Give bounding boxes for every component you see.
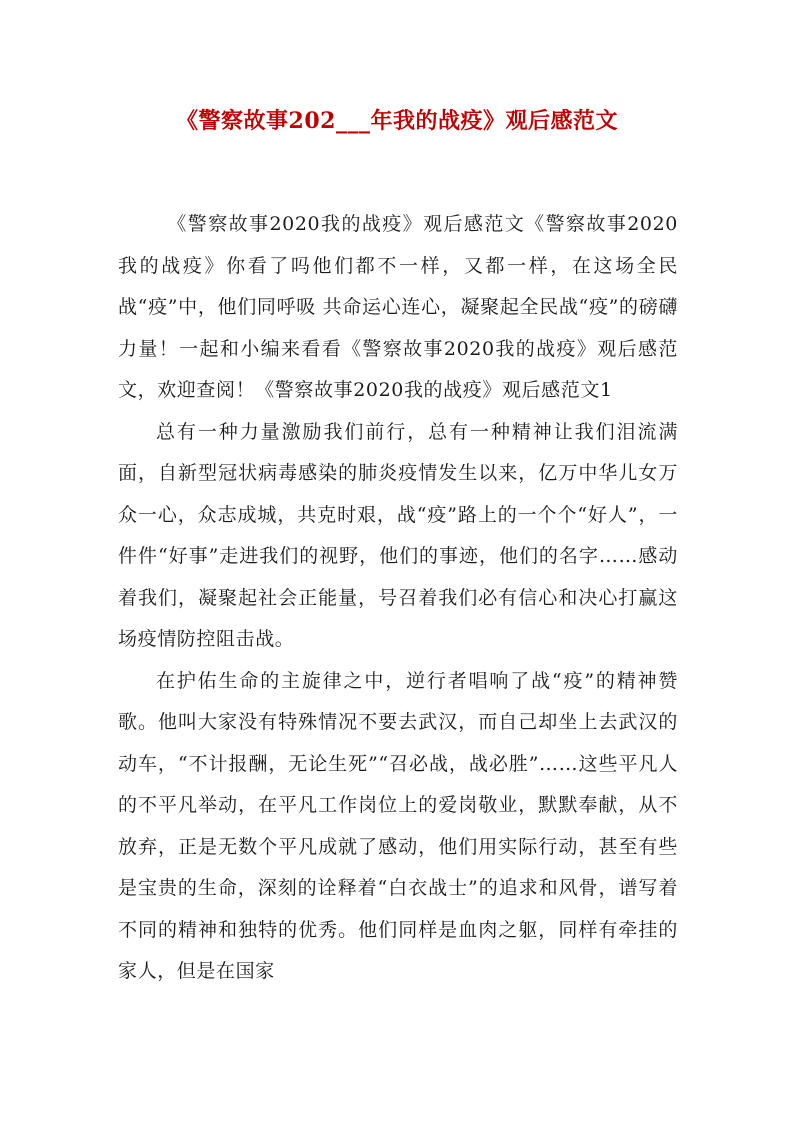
paragraph-3: 在护佑生命的主旋律之中，逆行者唱响了战“疫”的精神赞歌。他叫大家没有特殊情况不要去武汉，而自己却坐上去武汉的动车，“不计报酬，无论生死”“召必战，战必胜”……这些平凡人的不平凡举动，在平凡工作岗位上的爱岗敬业，默默奉献，从不放弃，正是无数个平凡成就了感动，他们用实际行动，甚至有些是宝贵的生命，深刻的诠释着“白衣战士”的追求和风骨，谱写着不同的精神和独特的优秀。他们同样是血肉之躯，同样有牵挂的家人，但是在国家 (118, 669, 678, 982)
document-title: 《警察故事202___年我的战疫》观后感范文 (176, 108, 618, 134)
document-body (118, 204, 678, 993)
paragraph-intro: 《警察故事2020我的战疫》观后感范文《警察故事2020我的战疫》你看了吗他们都不一样，又都一样，在这场全民战“疫”中，他们同呼吸 共命运心连心，凝聚起全民战“疫”的磅礴力量！一起和小编来看看《警察故事2020我的战疫》观后感范文，欢迎查阅！《警察故事2020我的战疫》观后感范文1 (118, 213, 678, 401)
paragraph-2: 总有一种力量激励我们前行，总有一种精神让我们泪流满面，自新型冠状病毒感染的肺炎疫情发生以来，亿万中华儿女万众一心，众志成城，共克时艰，战“疫”路上的一个个“好人”，一件件“好事”走进我们的视野，他们的事迹，他们的名字……感动着我们，凝聚起社会正能量，号召着我们必有信心和决心打赢这场疫情防控阻击战。 (118, 420, 678, 650)
